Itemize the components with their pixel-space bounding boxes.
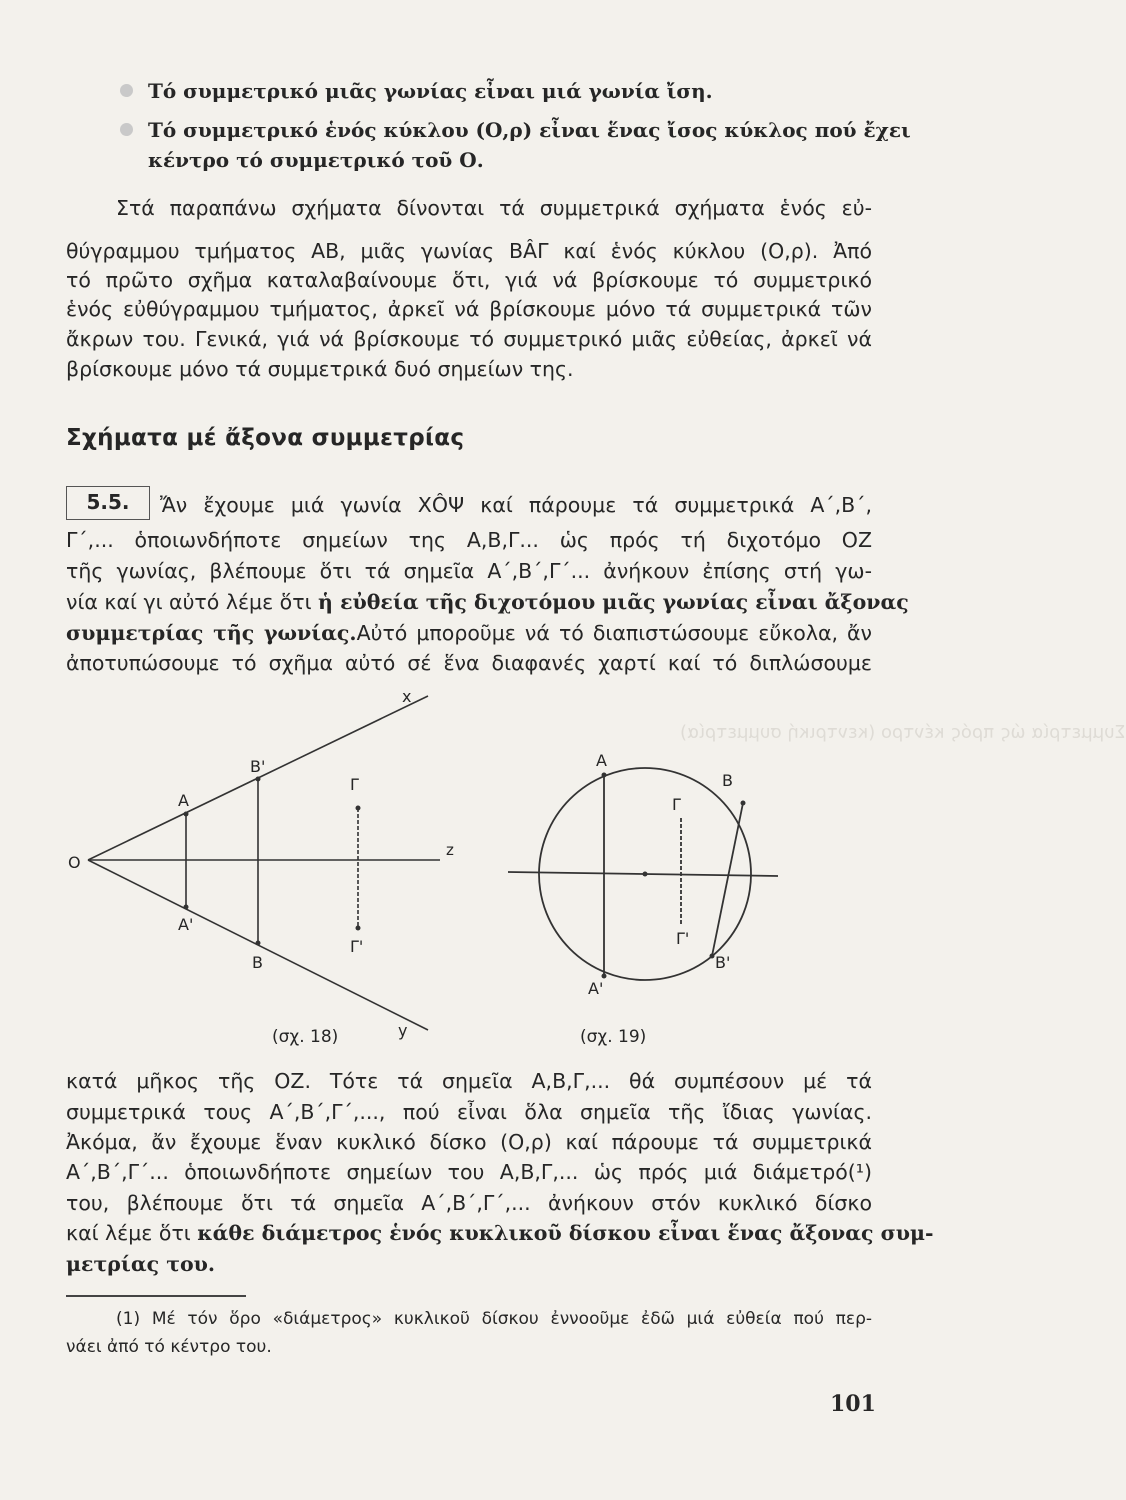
footnote-rule — [66, 1295, 246, 1297]
para2-line-5-a: συμμετρίας τῆς γωνίας. — [66, 621, 357, 645]
label-b: B — [252, 953, 263, 972]
para3-line-6-a: καί λέμε ὅτι — [66, 1221, 198, 1245]
footnote-line-2: νάει ἀπό τό κέντρο του. — [66, 1337, 272, 1357]
para3-line-5: του, βλέπουμε ὅτι τά σημεῖα Α΄,Β΄,Γ΄,... ἀνήκουν στόν κυκλικό δίσκο — [66, 1191, 872, 1215]
label-b-prime: B' — [250, 757, 266, 776]
para2-line-5-b: Αὐτό μποροῦμε νά τό διαπιστώσουμε εὔκολα, ἄν — [356, 621, 872, 645]
para3-line-2: συμμετρικά τους Α΄,Β΄,Γ΄,..., πού εἶναι ὅλα σημεῖα τῆς ἴδιας γωνίας. — [66, 1100, 872, 1124]
para3-line-6 — [66, 1218, 934, 1248]
para2-line-4-a: νία καί γι αὐτό λέμε ὅτι — [66, 590, 319, 614]
label-g-prime: Γ' — [350, 937, 364, 956]
label-a-prime: A' — [588, 979, 604, 998]
para2-line-6: ἀποτυπώσουμε τό σχῆμα αὐτό σέ ἕνα διαφανές χαρτί καί τό διπλώσουμε — [66, 651, 872, 675]
para1-line-2: θύγραμμου τμήματος ΑΒ, μιᾶς γωνίας ΒÂΓ καί ἑνός κύκλου (Ο,ρ). Ἀπό — [66, 239, 872, 263]
label-z: z — [446, 841, 454, 859]
figure-18 — [88, 696, 440, 1030]
para1-line-6: βρίσκουμε μόνο τά συμμετρικά δυό σημείων της. — [66, 357, 574, 381]
bullet-2-line-2: κέντρο τό συμμετρικό τοῦ Ο. — [148, 148, 484, 172]
para2-line-2: Γ΄,... ὁποιωνδήποτε σημείων της Α,Β,Γ... ὡς πρός τή διχοτόμο ΟΖ — [66, 528, 872, 552]
label-g: Γ — [350, 775, 359, 794]
para2-line-1: Ἄν ἔχουμε μιά γωνία ΧÔΨ καί πάρουμε τά συμμετρικά Α΄,Β΄, — [160, 493, 872, 517]
footnote-line-1: (1) Μέ τόν ὅρο «διάμετρος» κυκλικοῦ δίσκου ἐννοοῦμε ἐδῶ μιά εὐθεία πού περ- — [116, 1309, 872, 1329]
label-b-prime: B' — [715, 953, 731, 972]
label-x: x — [402, 687, 412, 706]
label-a-prime: A' — [178, 915, 194, 934]
para3-line-1: κατά μῆκος τῆς ΟΖ. Τότε τά σημεῖα Α,Β,Γ,... θά συμπέσουν μέ τά — [66, 1069, 872, 1093]
section-number-box: 5.5. — [66, 486, 150, 520]
para1-line-3: τό πρῶτο σχῆμα καταλαβαίνουμε ὅτι, γιά νά βρίσκουμε τό συμμετρικό — [66, 268, 872, 292]
para1-line-1: Στά παραπάνω σχήματα δίνονται τά συμμετρικά σχήματα ἑνός εὐ- — [116, 196, 872, 220]
label-a: A — [178, 791, 189, 810]
page-number: 101 — [830, 1391, 876, 1417]
bullet-1: Τό συμμετρικό μιᾶς γωνίας εἶναι μιά γωνία ἴση. — [148, 79, 713, 103]
bullet-2-line-1: Τό συμμετρικό ἑνός κύκλου (Ο,ρ) εἶναι ἕνας ἴσος κύκλος πού ἔχει — [148, 118, 911, 142]
para3-line-6-b: κάθε διάμετρος ἑνός κυκλικοῦ δίσκου εἶναι ἕνας ἄξονας συμ- — [197, 1221, 934, 1245]
para3-line-4: Α΄,Β΄,Γ΄... ὁποιωνδήποτε σημείων του Α,Β,Γ,... ὡς πρός μιά διάμετρό(¹) — [66, 1160, 872, 1184]
caption-19: (σχ. 19) — [580, 1027, 647, 1047]
bleed-through-text: Συμμετρία ώς πρός κέντρο (κεντρική συμμετρία) — [680, 722, 1126, 743]
label-o: O — [68, 853, 81, 872]
para2-line-3: τῆς γωνίας, βλέπουμε ὅτι τά σημεῖα Α΄,Β΄,Γ΄... ἀνήκουν ἐπίσης στή γω- — [66, 559, 872, 583]
label-a: A — [596, 751, 607, 770]
para2-line-4-b: ἡ εὐθεία τῆς διχοτόμου μιᾶς γωνίας εἶναι ἄξονας — [318, 590, 909, 614]
segment-bb — [712, 803, 743, 956]
section-title: Σχήματα μέ ἄξονα συμμετρίας — [66, 425, 465, 451]
para3-line-7: μετρίας του. — [66, 1252, 216, 1276]
label-b: B — [722, 771, 733, 790]
label-g-prime: Γ' — [676, 929, 690, 948]
caption-18: (σχ. 18) — [272, 1027, 339, 1047]
para3-line-3: Ἀκόμα, ἄν ἔχουμε ἕναν κυκλικό δίσκο (Ο,ρ) καί πάρουμε τά συμμετρικά — [66, 1130, 872, 1154]
label-y: y — [398, 1021, 408, 1040]
para1-line-5: ἄκρων του. Γενικά, γιά νά βρίσκουμε τό συμμετρικό μιᾶς εὐθείας, ἀρκεῖ νά — [66, 327, 872, 351]
para1-line-4: ἑνός εὐθύγραμμου τμήματος, ἀρκεῖ νά βρίσκουμε μόνο τά συμμετρικά τῶν — [66, 297, 872, 321]
label-g: Γ — [672, 795, 681, 814]
